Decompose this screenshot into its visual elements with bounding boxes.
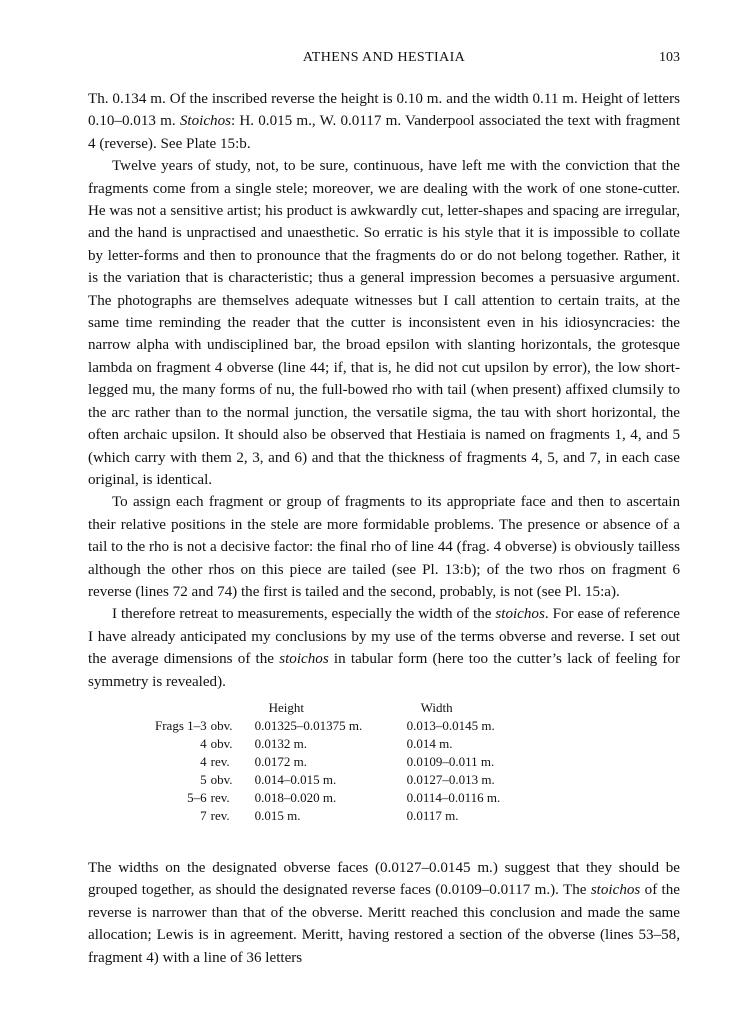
paragraph-2: Twelve years of study, not, to be sure, continuous, have left me with the conviction that the fragments come from a single stele; moreover, we are dealing with the work of one stone-cutter. He was not a sensitive artist; his product is awkwardly cut, letter-shapes and spacing are irregular, and the hand is unpractised and unaesthetic. So erratic is his style that it is impossible to collate by letter-forms and then to pronounce that the fragments do or do not belong together. Rather, it is the variation that is characteristic; thus a general impression becomes a persuasive argument. The photographs are themselves adequate witnesses but I call attention to certain traits, at the same time reminding the reader that the cutter is inconsistent even in his idiosyncracies: the narrow alpha with undisciplined bar, the broad epsilon with slanting horizontals, the grotesque lambda on fragment 4 obverse (line 44; if, that is, he did not cut upsilon by error), the low short-legged mu, the many forms of nu, the full-bowed rho with tail (when present) affixed clumsily to the arc rather than to the normal junction, the versatile sigma, the tau with short horizontal, the often archaic upsilon. It should also be observed that Hestiaia is named on fragments 1, 4, and 5 (which carry with them 2, 3, and 6) and that the thickness of fragments 4, 5, and 7, in each case original, is identical. [88, 158, 680, 488]
p5-text-a: The widths on the designated obverse faces (0.0127–0.0145 m.) suggest that they should be grouped together, as should the designated reverse faces (0.0109–0.0117 m.). The [88, 859, 680, 899]
cell-width: 0.014 m. [406, 735, 453, 751]
spacer [88, 835, 680, 857]
paragraph-1 [88, 88, 680, 155]
paragraph-4 [88, 603, 680, 693]
cell-width: 0.0114–0.0116 m. [406, 789, 501, 805]
cell-frag: 5 [200, 771, 207, 787]
running-header [88, 50, 680, 72]
cell-height: 0.015 m. [254, 807, 301, 823]
cell-width: 0.0109–0.011 m. [406, 753, 495, 769]
table-row [155, 771, 567, 789]
paragraph-3: To assign each fragment or group of fragments to its appropriate face and then to ascertain their relative positions in the stele are more formidable problems. The presence or absence of a tail to the rho is not a decisive factor: the final rho of line 44 (frag. 4 obverse) is obviously tailless although the other rhos on this piece are tailed (see Pl. 13:b); of the two rhos on fragment 6 reverse (lines 72 and 74) the first is tailed and the second, probably, is not (see Pl. 15:a). [88, 494, 680, 600]
cell-height: 0.0132 m. [254, 735, 308, 751]
cell-width: 0.0117 m. [406, 807, 459, 823]
paragraph-5 [88, 857, 680, 969]
cell-width: 0.013–0.0145 m. [406, 717, 495, 733]
main-text [88, 88, 680, 969]
p1-text-c: : H. 0.015 m., W. 0.0117 m. Vanderpool associated the text with fragment 4 (reverse). See Plate 15:b. [88, 113, 681, 152]
cell-frag: 5–6 [187, 789, 207, 805]
p4-stoichos-2: stoichos [279, 651, 329, 668]
page-number: 103 [659, 50, 680, 65]
table-row [155, 753, 567, 771]
cell-face: obv. [210, 717, 233, 733]
running-title: ATHENS AND HESTIAIA [302, 50, 466, 65]
p4-text-c: . For ease of reference I have already anticipated my conclusions by my use of the terms obverse and reverse. I set out the average dimensions of the [88, 606, 680, 668]
cell-face: rev. [210, 789, 230, 805]
cell-face: rev. [210, 807, 230, 823]
p5-stoichos: stoichos [590, 882, 641, 899]
p1-text-a: Th. 0.134 m. Of the inscribed reverse the height is 0.10 m. and the width 0.11 m. Height of letters 0.10–0.013 m. [88, 91, 680, 130]
table-header-row [155, 699, 567, 717]
cell-frag: 4 [200, 753, 207, 769]
cell-height: 0.018–0.020 m. [254, 789, 337, 805]
p4-text-e: in tabular form (here too the cutter’s lack of feeling for symmetry is revealed). [88, 651, 680, 690]
cell-height: 0.014–0.015 m. [254, 771, 337, 787]
table-row [155, 807, 567, 825]
table-row [155, 717, 567, 735]
cell-height: 0.01325–0.01375 m. [254, 717, 363, 733]
cell-width: 0.0127–0.013 m. [406, 771, 495, 787]
p4-text-a: I therefore retreat to measurements, especially the width of the [112, 606, 496, 623]
table-row [155, 735, 567, 753]
cell-face: obv. [210, 735, 233, 751]
cell-frag: Frags 1–3 [155, 717, 207, 733]
stoichos-dimensions-table [155, 699, 567, 825]
p1-stoichos: Stoichos [179, 113, 231, 130]
cell-height: 0.0172 m. [254, 753, 308, 769]
cell-face: obv. [210, 771, 233, 787]
cell-face: rev. [210, 753, 230, 769]
height-column-header: Height [268, 699, 305, 715]
p5-text-c: of the reverse is narrower than that of the obverse. Meritt reached this conclusion and made the same allocation; Lewis is in agreement. Meritt, having restored a section of the obverse (lines 53–58, fragment 4) with a line of 36 letters [88, 882, 681, 966]
p4-stoichos-1: stoichos [495, 606, 545, 623]
table-row [155, 789, 567, 807]
width-column-header: Width [420, 699, 453, 715]
cell-frag: 7 [200, 807, 207, 823]
cell-frag: 4 [200, 735, 207, 751]
